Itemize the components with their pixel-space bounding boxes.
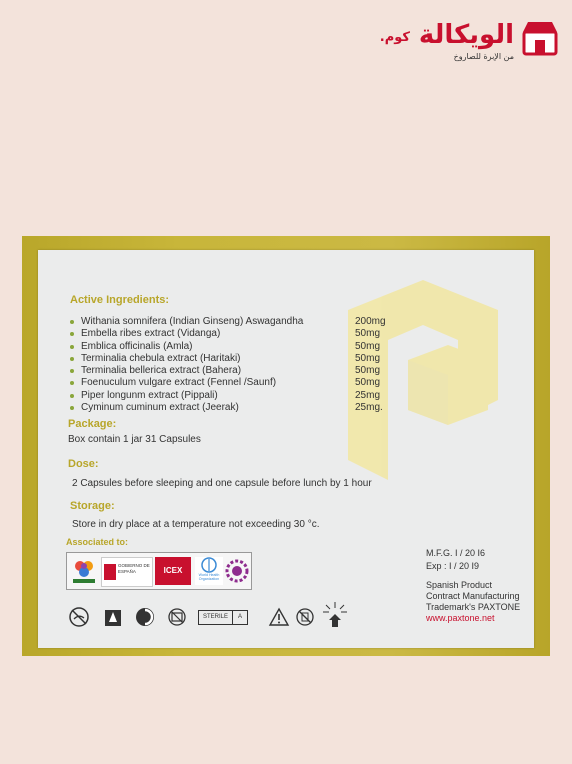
bullet-icon (70, 381, 74, 385)
who-emblem-icon (201, 557, 217, 573)
bullet-icon (70, 332, 74, 336)
sterile-code: A (238, 614, 243, 620)
list-item (70, 341, 430, 353)
site-logo[interactable] (370, 14, 560, 66)
do-not-reuse-icon (166, 606, 188, 628)
package-text: Box contain 1 jar 31 Capsules (68, 434, 201, 445)
associated-heading: Associated to: (66, 537, 129, 547)
ingredient-dose: 200mg (355, 316, 386, 327)
no-dogs-icon (68, 606, 90, 628)
recycling-hand-icon (102, 606, 124, 628)
expiry-date: Exp : I / 20 I9 (426, 561, 480, 571)
list-item (70, 390, 430, 402)
ingredient-name: Embella ribes extract (Vidanga) (81, 328, 221, 340)
ingredient-name: Cyminum cuminum extract (Jeerak) (81, 402, 239, 414)
ingredient-name: Withania somnifera (Indian Ginseng) Aswagandha (81, 316, 304, 327)
list-item (70, 402, 430, 414)
ingredient-name: Piper longunm extract (Pippali) (81, 389, 218, 401)
ingredient-dose: 25mg. (355, 402, 383, 414)
ingredient-dose: 50mg (355, 365, 381, 377)
package-heading: Package: (68, 418, 117, 430)
logo-suffix: .كوم (379, 30, 410, 45)
website-link[interactable]: www.paxtone.net (426, 613, 495, 623)
pharmacy-gear-logo (225, 557, 249, 585)
ingredient-dose: 50mg (355, 340, 381, 352)
list-item (70, 353, 430, 365)
dose-text: 2 Capsules before sleeping and one capsule before lunch by 1 hour (72, 478, 372, 489)
warning-icon (268, 606, 290, 628)
list-item (70, 328, 430, 340)
do-not-use-if-damaged-icon (294, 606, 316, 628)
logo-tagline: من الإبرة للصاروخ (453, 52, 514, 61)
ingredient-dose: 50mg (355, 328, 381, 340)
ingredient-name: Emblica officinalis (Amla) (81, 340, 193, 352)
trademark-text: Trademark's PAXTONE (426, 602, 521, 612)
list-item (70, 316, 430, 328)
bullet-icon (70, 394, 74, 398)
bullet-icon (70, 369, 74, 373)
flower-logo (71, 557, 97, 585)
list-item (70, 377, 430, 389)
manufacture-date: M.F.G. I / 20 I6 (426, 548, 486, 558)
storage-heading: Storage: (70, 500, 115, 512)
ingredient-dose: 25mg (355, 389, 381, 401)
product-label (38, 250, 534, 648)
bullet-icon (70, 320, 74, 324)
ingredient-name: Terminalia chebula extract (Haritaki) (81, 352, 241, 364)
list-item (70, 365, 430, 377)
associated-logos (66, 552, 252, 590)
dose-heading: Dose: (68, 458, 99, 470)
ingredients-list (70, 316, 430, 414)
logo-name: الويكالة (418, 20, 514, 50)
ingredient-dose: 50mg (355, 377, 381, 389)
spain-crest-icon (104, 564, 116, 580)
contract-text: Contract Manufacturing (426, 591, 520, 601)
origin-text: Spanish Product (426, 580, 493, 590)
storage-text: Store in dry place at a temperature not exceeding 30 °c. (72, 519, 320, 530)
who-text: World Health Organization (198, 573, 220, 581)
product-box (22, 236, 550, 656)
green-dot-icon (134, 606, 156, 628)
ingredient-name: Foenuculum vulgare extract (Fennel /Saunf) (81, 377, 277, 389)
bullet-icon (70, 357, 74, 361)
ingredient-name: Terminalia bellerica extract (Bahera) (81, 365, 242, 377)
bullet-icon (70, 345, 74, 349)
who-logo (195, 557, 223, 585)
keep-away-from-sunlight-icon (320, 600, 350, 628)
spain-government-text: GOBIERNO DE ESPAÑA (118, 563, 150, 574)
active-ingredients-heading: Active Ingredients: (70, 294, 170, 306)
ingredient-dose: 50mg (355, 352, 381, 364)
icex-logo: ICEX (155, 557, 191, 585)
spain-government-logo (101, 557, 153, 587)
sterile-badge (198, 610, 248, 625)
sterile-label: STERILE (199, 611, 233, 624)
bullet-icon (70, 406, 74, 410)
store-icon (520, 18, 560, 58)
packaging-symbols (68, 606, 388, 630)
